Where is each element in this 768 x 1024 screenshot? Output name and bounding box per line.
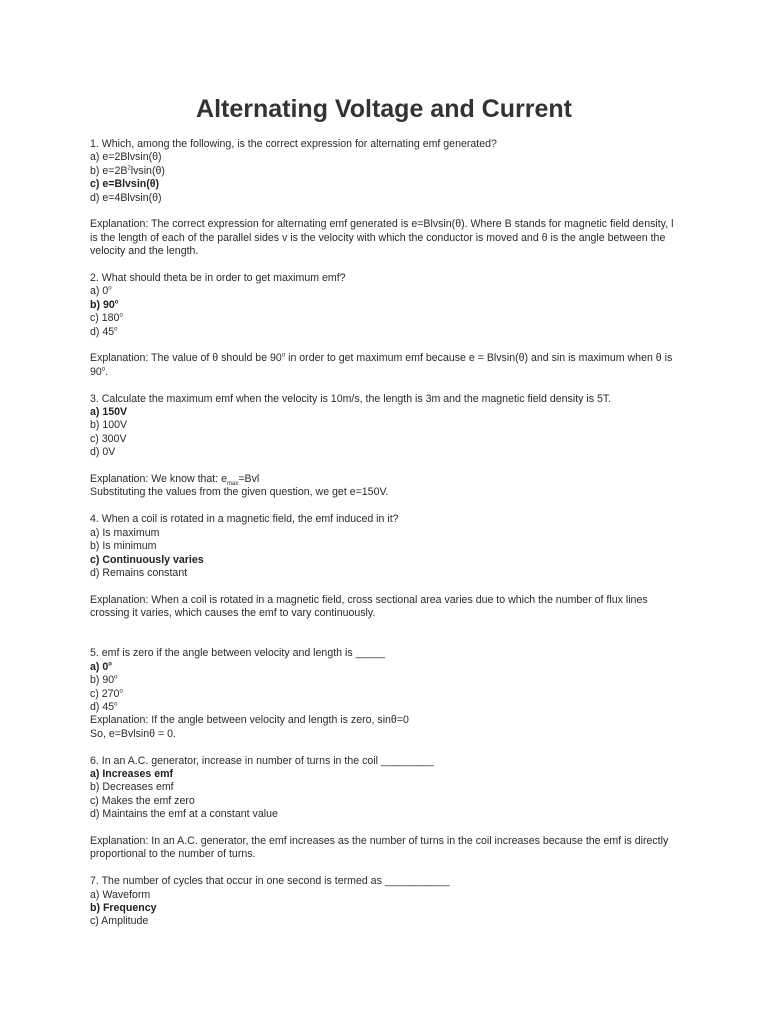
- question-4: [90, 513, 678, 620]
- option-d: d) e=4Blvsin(θ): [90, 191, 162, 204]
- question-7: [90, 875, 678, 929]
- explanation: Explanation: The value of θ should be 90$^o$ in order to get maximum emf because e = Blvsin(θ) and sin is maximum when θ is 90$^o$.: [90, 352, 673, 378]
- document-title: Alternating Voltage and Current: [196, 95, 572, 123]
- question-text: 3. Calculate the maximum emf when the velocity is 10m/s, the length is 3m and the magnetic field density is 5T.: [90, 392, 612, 405]
- explanation-line-2: So, e=Bvlsinθ = 0.: [90, 727, 176, 740]
- option-b: b) $e=2B^2lvsin(\theta)$: [90, 164, 165, 177]
- option-a-answer: a) 0$^o$: [90, 660, 112, 673]
- option-c: c) Makes the emf zero: [90, 794, 195, 807]
- option-b: b) Decreases emf: [90, 781, 174, 794]
- question-1: [90, 138, 678, 259]
- option-a: a) e=2Blvsin(θ): [90, 151, 162, 164]
- option-a-answer: a) 150V: [90, 406, 128, 419]
- option-d: d) 45$^o$: [90, 325, 118, 338]
- question-text: 7. The number of cycles that occur in one second is termed as ___________: [90, 875, 450, 888]
- option-c: c) 270$^o$: [90, 687, 123, 700]
- option-d: d) Maintains the emf at a constant value: [90, 808, 278, 821]
- question-text: 4. When a coil is rotated in a magnetic field, the emf induced in it?: [90, 513, 399, 526]
- option-d: d) 45$^o$: [90, 700, 118, 713]
- question-6: [90, 755, 678, 862]
- option-a: a) 0$^o$: [90, 285, 112, 298]
- document-body: [90, 138, 678, 929]
- option-b-answer: b) Frequency: [90, 901, 157, 914]
- question-2: [90, 272, 678, 379]
- option-a: a) Waveform: [90, 888, 151, 901]
- option-b-answer: b) 90$^o$: [90, 298, 119, 311]
- option-c-answer: c) Continuously varies: [90, 553, 204, 566]
- option-c: c) Amplitude: [90, 915, 149, 928]
- option-a-answer: a) Increases emf: [90, 767, 174, 780]
- explanation: Explanation: In an A.C. generator, the emf increases as the number of turns in the coil increases because the emf is directly proportional to the number of turns.: [90, 834, 669, 861]
- option-d: d) Remains constant: [90, 566, 188, 579]
- question-text: 5. emf is zero if the angle between velocity and length is _____: [90, 647, 386, 660]
- question-3: [90, 393, 678, 500]
- option-c: c) 180$^o$: [90, 312, 123, 325]
- option-b: b) Is minimum: [90, 540, 157, 553]
- explanation-line-2: Substituting the values from the given question, we get e=150V.: [90, 486, 389, 499]
- option-a: a) Is maximum: [90, 526, 160, 539]
- question-text: 6. In an A.C. generator, increase in number of turns in the coil _________: [90, 754, 434, 767]
- option-b: b) 90$^o$: [90, 674, 118, 687]
- option-c: c) 300V: [90, 432, 127, 445]
- explanation: Explanation: The correct expression for alternating emf generated is e=Blvsin(θ). Where B stands for magnetic field density, l is the length of each of the parallel sides v is the velocity with which the conductor is moved and θ is the angle between the velocity and the length.: [90, 218, 674, 258]
- question-text: 2. What should theta be in order to get maximum emf?: [90, 272, 346, 285]
- question-text: 1. Which, among the following, is the correct expression for alternating emf generated?: [90, 138, 497, 150]
- explanation: Explanation: If the angle between velocity and length is zero, sinθ=0: [90, 714, 409, 727]
- explanation: Explanation: We know that: $e_{max}=Bvl$: [90, 473, 260, 488]
- question-5: [90, 647, 678, 741]
- option-d: d) 0V: [90, 446, 116, 459]
- option-b: b) 100V: [90, 419, 128, 432]
- option-c-answer: c) e=Blvsin(θ): [90, 178, 160, 191]
- explanation: Explanation: When a coil is rotated in a magnetic field, cross sectional area varies due to which the number of flux lines crossing it varies, which causes the emf to vary continuously.: [90, 593, 648, 620]
